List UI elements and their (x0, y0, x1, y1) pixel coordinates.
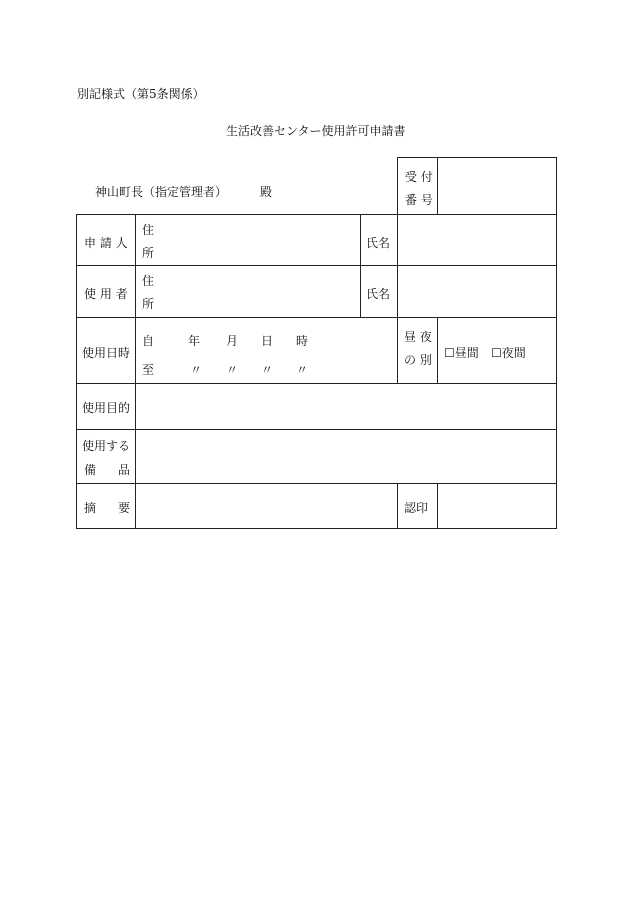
usage-datetime-label: 使用日時 (82, 346, 131, 360)
equipment-label-line2a: 備 (84, 463, 97, 477)
to-day-ditto: 〃 (261, 363, 274, 377)
from-month-label: 月 (226, 334, 239, 348)
reception-label-line1: 受 付 (405, 170, 433, 184)
addressee-name: 神山町長（指定管理者） (95, 185, 228, 199)
summary-label-a: 摘 (84, 501, 97, 515)
user-label: 使 用 者 (84, 287, 128, 301)
approval-seal-field[interactable] (439, 485, 555, 527)
user-name-label: 氏名 (366, 287, 391, 301)
applicant-address-label-top: 住 (142, 223, 155, 237)
user-address-label-top: 住 (142, 274, 155, 288)
from-hour-label: 時 (296, 334, 309, 348)
reception-label-line2: 番 号 (405, 193, 433, 207)
from-prefix: 自 (142, 334, 155, 348)
user-address-field[interactable] (157, 267, 358, 315)
day-night-label-line1: 昼 夜 (404, 330, 432, 344)
equipment-label-line1: 使用する (82, 439, 131, 453)
day-option-checkbox[interactable]: ☐昼間 (444, 346, 479, 360)
reception-number-field[interactable] (439, 159, 555, 213)
applicant-name-label: 氏名 (366, 236, 391, 250)
to-month-ditto: 〃 (226, 363, 239, 377)
day-night-label-line2: の 別 (404, 353, 432, 367)
to-hour-ditto: 〃 (296, 363, 309, 377)
from-day-label: 日 (261, 334, 274, 348)
user-name-field[interactable] (399, 267, 555, 315)
applicant-label: 申 請 人 (84, 236, 128, 250)
form-title: 生活改善センター使用許可申請書 (226, 124, 406, 138)
applicant-address-field[interactable] (157, 216, 358, 264)
from-year-label: 年 (188, 334, 201, 348)
purpose-label: 使用目的 (82, 401, 131, 415)
summary-label-b: 要 (118, 501, 131, 515)
purpose-field[interactable] (137, 385, 555, 428)
addressee-honorific: 殿 (260, 185, 273, 199)
to-year-ditto: 〃 (190, 363, 203, 377)
approval-seal-label: 認印 (404, 501, 429, 515)
summary-field[interactable] (137, 485, 396, 527)
user-address-label-bottom: 所 (142, 297, 155, 311)
night-option-checkbox[interactable]: ☐夜間 (491, 346, 526, 360)
applicant-address-label-bottom: 所 (142, 246, 155, 260)
form-reference: 別記様式（第5条関係） (77, 87, 205, 101)
equipment-label-line2b: 品 (118, 463, 131, 477)
applicant-name-field[interactable] (399, 216, 555, 264)
to-prefix: 至 (142, 363, 155, 377)
equipment-field[interactable] (137, 431, 555, 482)
